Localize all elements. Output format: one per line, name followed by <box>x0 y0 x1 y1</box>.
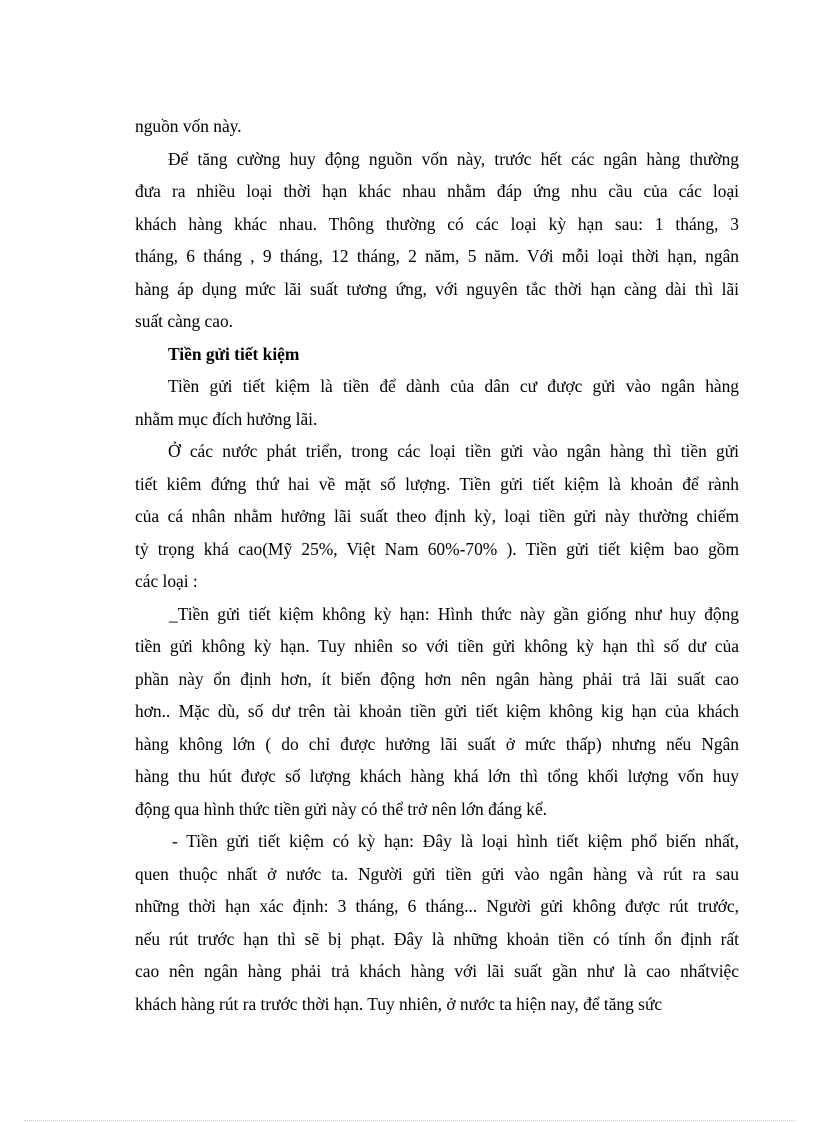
text-line: động qua hình thức tiền gửi này có thể trở nên lớn đáng kể. <box>135 798 548 819</box>
section-heading: Tiền gửi tiết kiệm <box>168 343 300 364</box>
text-line: quen thuộc nhất ở nước ta. Người gửi tiền gửi vào ngân hàng và rút ra sau <box>135 863 739 884</box>
text-line: nguồn vốn này. <box>135 116 242 136</box>
text-line: hơn.. Mặc dù, số dư trên tài khoản tiền gửi tiết kiệm không kig hạn của khách <box>135 701 739 721</box>
paragraph-first-line: Ở các nước phát triển, trong các loại tiền gửi vào ngân hàng thì tiền gửi <box>168 441 739 461</box>
text-line: hàng không lớn ( do chỉ được hưởng lãi suất ở mức thấp) nhưng nếu Ngân <box>135 733 739 754</box>
text-line: đưa ra nhiều loại thời hạn khác nhau nhằm đáp ứng nhu cầu của các loại <box>135 181 739 201</box>
paragraph-first-line: - Tiền gửi tiết kiệm có kỳ hạn: Đây là loại hình tiết kiệm phổ biến nhất, <box>172 831 739 851</box>
page-bottom-rule <box>24 1120 794 1121</box>
text-line: nhằm mục đích hưởng lãi. <box>135 408 318 429</box>
text-line: tỷ trọng khá cao(Mỹ 25%, Việt Nam 60%-70% ). Tiền gửi tiết kiệm bao gồm <box>135 538 739 559</box>
text-line: hàng thu hút được số lượng khách hàng khá lớn thì tổng khối lượng vốn huy <box>135 766 739 786</box>
document-body <box>135 110 739 1020</box>
text-line: phần này ổn định hơn, ít biến động hơn nên ngân hàng phải trả lãi suất cao <box>135 668 739 689</box>
text-line: tiết kiêm đứng thứ hai về mặt số lượng. Tiền gửi tiết kiệm là khoản để rành <box>135 473 739 494</box>
text-line: cao nên ngân hàng phải trả khách hàng với lãi suất gần như là cao nhấtviệc <box>135 961 739 981</box>
text-line: hàng áp dụng mức lãi suất tương ứng, với nguyên tắc thời hạn càng dài thì lãi <box>135 278 739 299</box>
paragraph-first-line: Tiền gửi tiết kiệm là tiền để dành của dân cư được gửi vào ngân hàng <box>168 376 739 396</box>
paragraph-first-line: _Tiền gửi tiết kiệm không kỳ hạn: Hình thức này gần giống như huy động <box>169 603 739 624</box>
paragraph-first-line: Để tăng cường huy động nguồn vốn này, trước hết các ngân hàng thường <box>168 148 739 169</box>
text-line: các loại : <box>135 571 198 591</box>
text-line: tháng, 6 tháng , 9 tháng, 12 tháng, 2 năm, 5 năm. Với mỗi loại thời hạn, ngân <box>135 246 739 266</box>
text-line: khách hàng khác nhau. Thông thường có các loại kỳ hạn sau: 1 tháng, 3 <box>135 213 739 234</box>
text-line: những thời hạn xác định: 3 tháng, 6 tháng... Người gửi không được rút trước, <box>135 896 739 916</box>
text-line: của cá nhân nhằm hưởng lãi suất theo định kỳ, loại tiền gửi này thường chiếm <box>135 506 739 526</box>
text-line: nếu rút trước hạn thì sẽ bị phạt. Đây là những khoản tiền có tính ổn định rất <box>135 928 739 949</box>
text-line: suất càng cao. <box>135 311 234 331</box>
text-line: tiền gửi không kỳ hạn. Tuy nhiên so với tiền gửi không kỳ hạn thì số dư của <box>135 636 739 656</box>
text-line: khách hàng rút ra trước thời hạn. Tuy nhiên, ở nước ta hiện nay, để tăng sức <box>135 993 663 1014</box>
